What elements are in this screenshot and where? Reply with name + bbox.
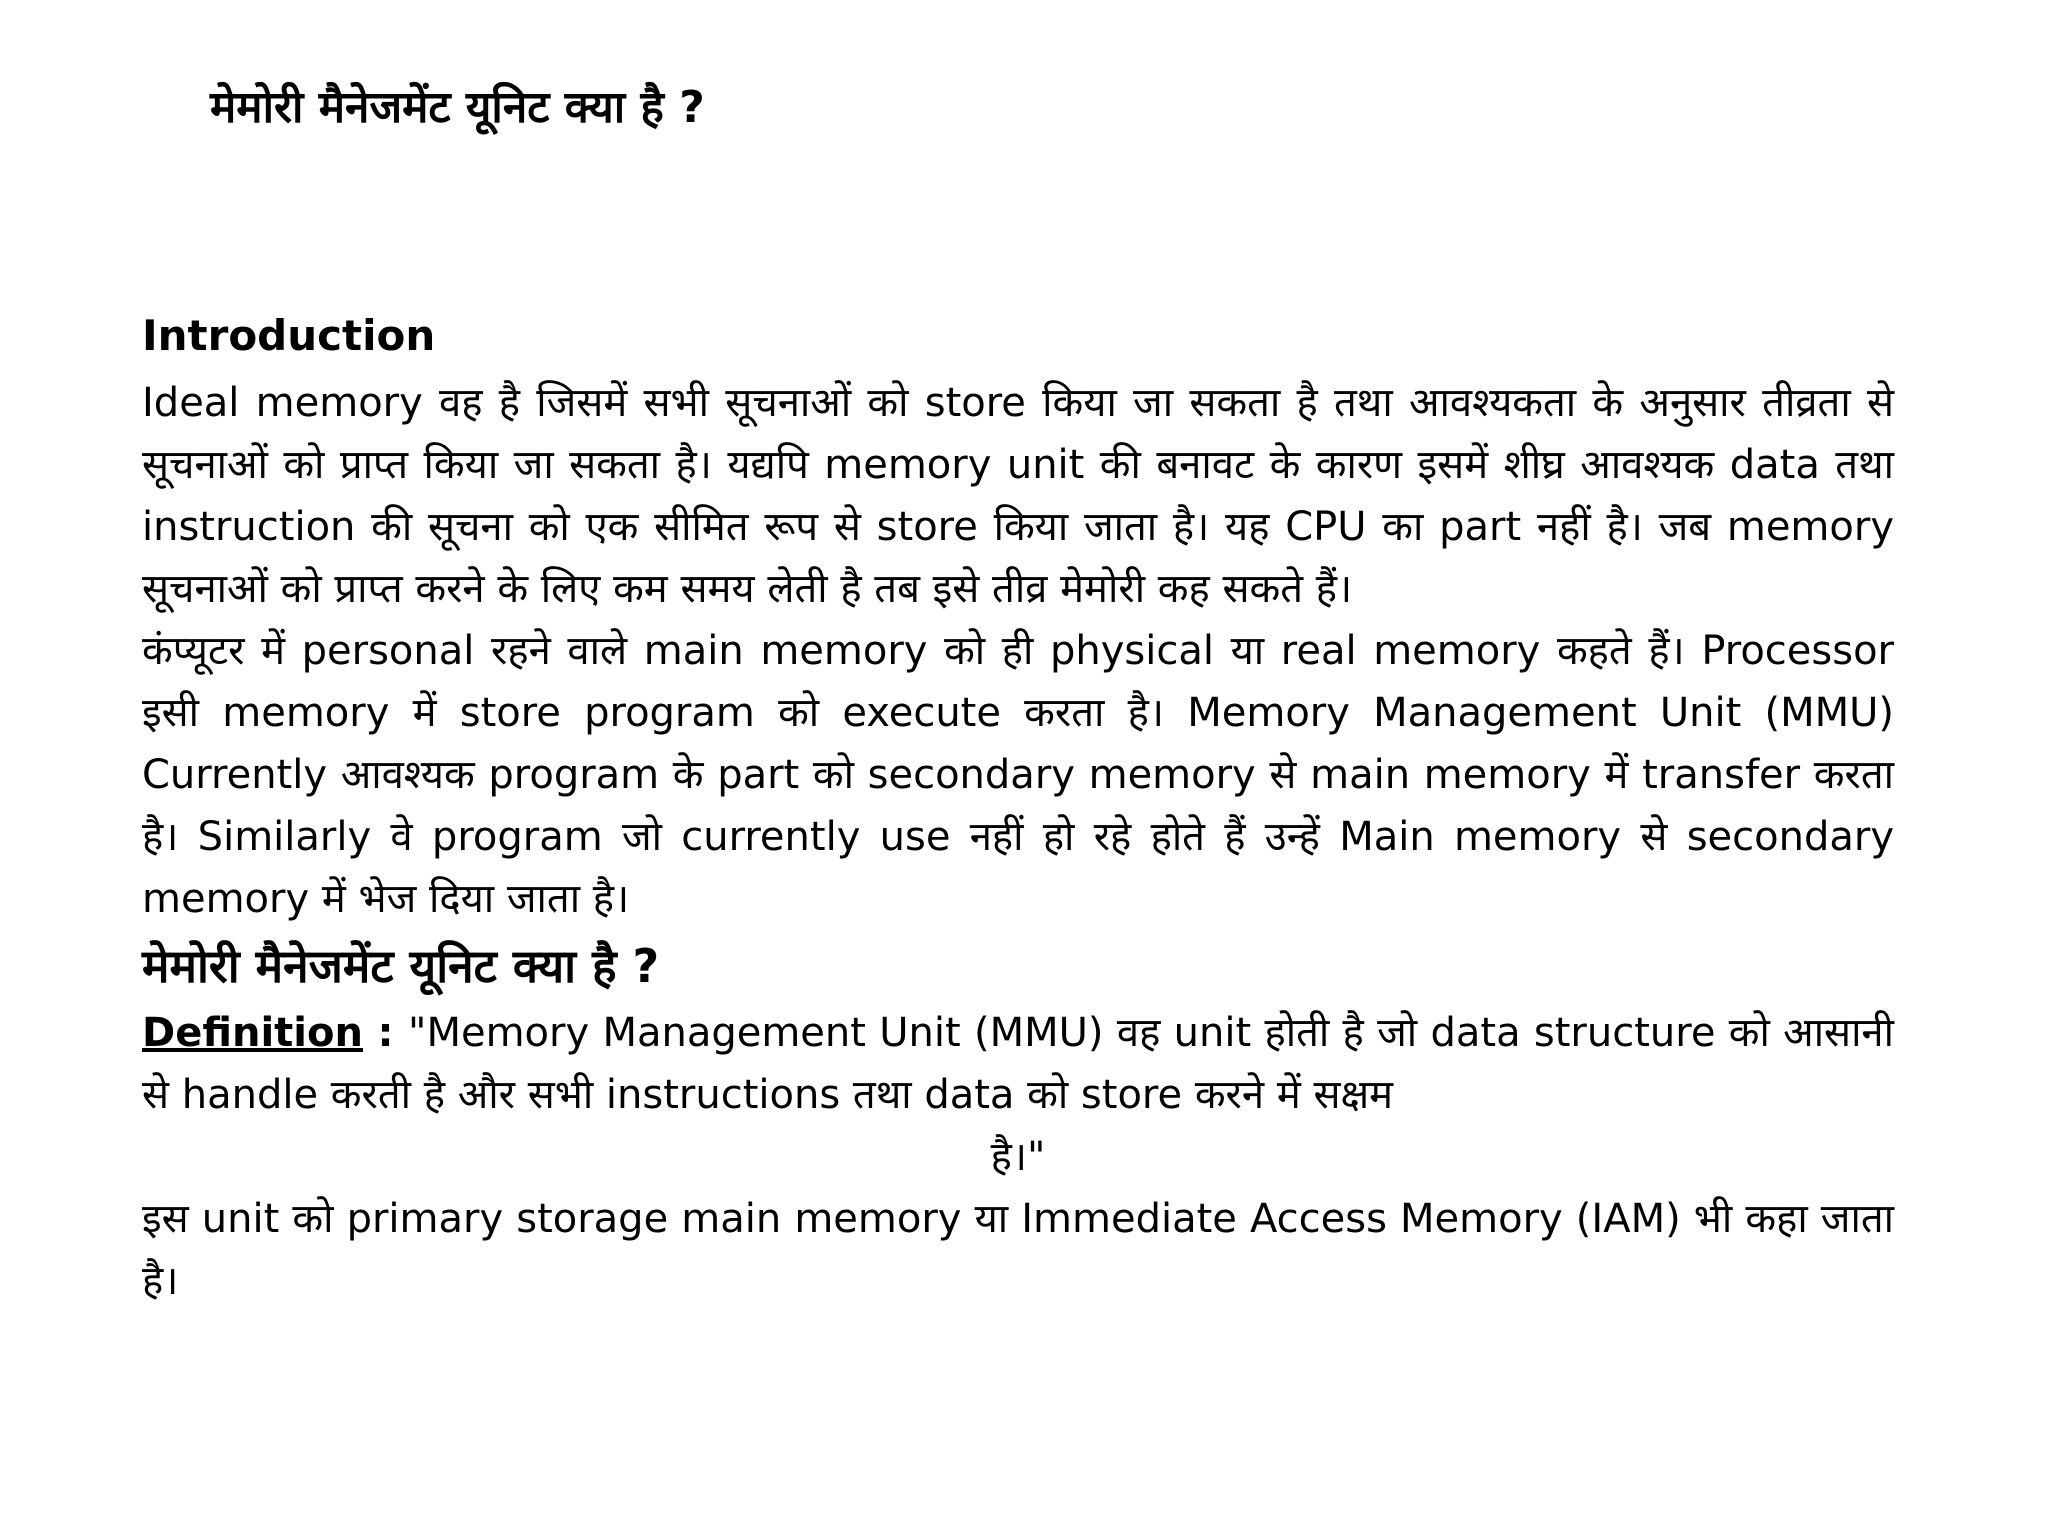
definition-last-line: है।": [990, 1134, 1046, 1180]
definition-paragraph: [142, 1002, 1894, 1188]
definition-term: Definition: [142, 1010, 363, 1056]
definition-separator: :: [362, 1010, 409, 1056]
section-heading: मेमोरी मैनेजमेंट यूनिट क्या है ?: [142, 939, 660, 993]
slide-title: मेमोरी मैनेजमेंट यूनिट क्या है ?: [210, 82, 705, 133]
intro-heading: Introduction: [142, 311, 436, 360]
intro-paragraph-1: Ideal memory वह है जिसमें सभी सूचनाओं को store किया जा सकता है तथा आवश्यकता के अनुसार तीव्रता से सूचनाओं को प्राप्त किया जा सकता है। यद्यपि memory unit की बनावट के कारण इसमें शीघ्र आवश्यक data तथा instruction की सूचना को एक सीमित रूप से store किया जाता है। यह CPU का part नहीं है। जब memory सूचनाओं को प्राप्त करने के लिए कम समय लेती है तब इसे तीव्र मेमोरी कह सकते हैं।: [142, 380, 1894, 612]
slide-body: [142, 300, 1894, 1312]
closing-paragraph: इस unit को primary storage main memory या Immediate Access Memory (IAM) भी कहा जाता है।: [142, 1196, 1894, 1304]
definition-text: "Memory Management Unit (MMU) वह unit होती है जो data structure को आसानी से handle करती है और सभी instructions तथा data को store करने में सक्षम: [142, 1010, 1894, 1118]
intro-paragraph-2: कंप्यूटर में personal रहने वाले main memory को ही physical या real memory कहते हैं। Processor इसी memory में store program को execute करता है। Memory Management Unit (MMU) Currently आवश्यक program के part को secondary memory से main memory में transfer करता है। Similarly वे program जो currently use नहीं हो रहे होते हैं उन्हें Main memory से secondary memory में भेज दिया जाता है।: [142, 628, 1894, 922]
